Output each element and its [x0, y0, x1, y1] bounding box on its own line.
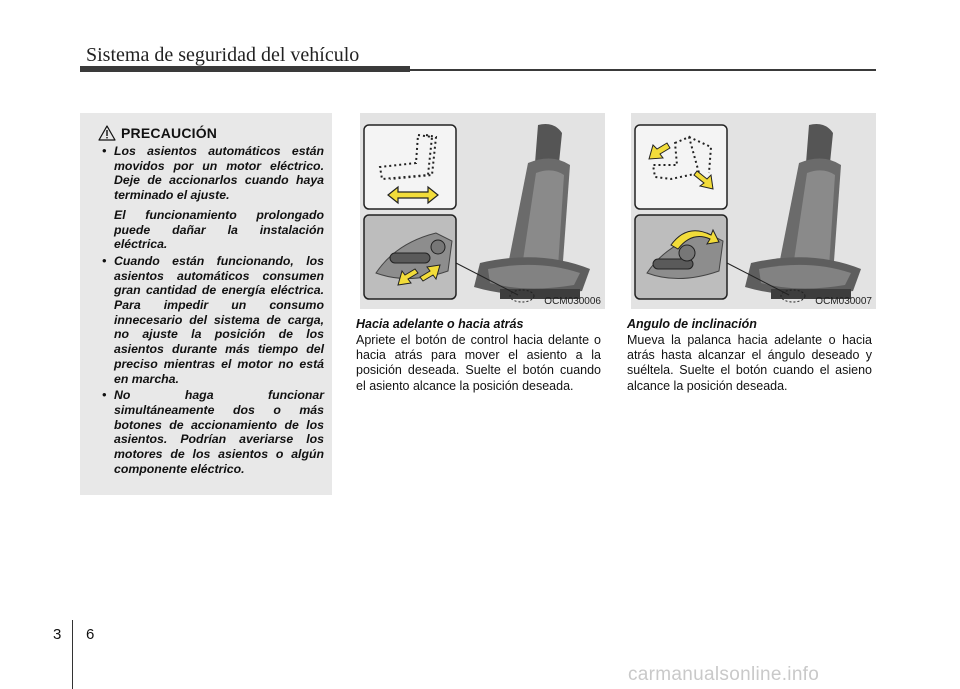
caution-list	[92, 144, 324, 476]
caution-item: • Cuando están funcionando, los asientos automáticos consumen gran cantidad de energía eléctrica. Para impedir un consumo innecesario del sistema de carga, no ajuste la posición de los asientos durante más tiempo del preciso mientras el motor no está en marcha.	[102, 253, 324, 386]
caution-item: • No haga funcionar simultáneamente dos o más botones de accionamiento de los asientos. Podrían averiarse los motores de los asientos o algún componente eléctrico.	[102, 388, 324, 476]
chapter-number: 3	[53, 626, 62, 643]
caution-item-subtext: El funcionamiento prolongado puede dañar la instalación eléctrica.	[114, 207, 324, 252]
section-body-recline: Mueva la palanca hacia adelante o hacia atrás hasta alcanzar el ángulo deseado y suéltela. Suelte el botón cuando el asieno alcance la posición deseada.	[627, 333, 872, 393]
caution-title: PRECAUCIÓN	[121, 125, 218, 141]
power-seat-image	[474, 124, 590, 299]
section-title-recline: Angulo de inclinación	[627, 317, 757, 331]
figure-seat-slide	[360, 113, 605, 309]
caution-item-text: Los asientos automáticos están movidos por un motor eléctrico. Deje de accionarlos cuando haya terminado el ajuste.	[114, 144, 324, 203]
page-number-divider	[72, 620, 73, 689]
section-title-slide: Hacia adelante o hacia atrás	[356, 317, 524, 331]
caution-item: • Los asientos automáticos están movidos por un motor eléctrico. Deje de accionarlos cuando haya terminado el ajuste. El funcionamiento prolongado puede dañar la instalación eléctrica.	[102, 144, 324, 252]
caution-header	[98, 125, 324, 141]
caution-box	[80, 113, 332, 495]
caution-item-text: No haga funcionar simultáneamente dos o más botones de accionamiento de los asientos. Podrían averiarse los motores de los asientos o algún componente eléctrico.	[114, 388, 324, 476]
caution-item-text: Cuando están funcionando, los asientos automáticos consumen gran cantidad de energía eléctrica. Para impedir un consumo innecesario del sistema de carga, no ajuste la posición de los asientos durante más tiempo del preciso mientras el motor no está en marcha.	[114, 253, 324, 386]
header-rule-thick	[80, 66, 410, 72]
seat-recline-illustration	[631, 113, 876, 309]
power-seat-image	[745, 124, 861, 299]
page-number: 6	[86, 626, 95, 643]
watermark-text: carmanualsonline.info	[628, 664, 820, 685]
figure-code: OCM030006	[544, 296, 601, 307]
figure-code: OCM030007	[815, 296, 872, 307]
seat-slide-illustration	[360, 113, 605, 309]
figure-seat-recline	[631, 113, 876, 309]
section-body-slide: Apriete el botón de control hacia delante o hacia atrás para mover el asiento a la posición deseada. Suelte el botón cuando el asiento alcance la posición deseada.	[356, 333, 601, 393]
header-rule-thin	[410, 69, 876, 71]
warning-triangle-icon	[98, 125, 116, 141]
page-header-title: Sistema de seguridad del vehículo	[86, 44, 360, 66]
